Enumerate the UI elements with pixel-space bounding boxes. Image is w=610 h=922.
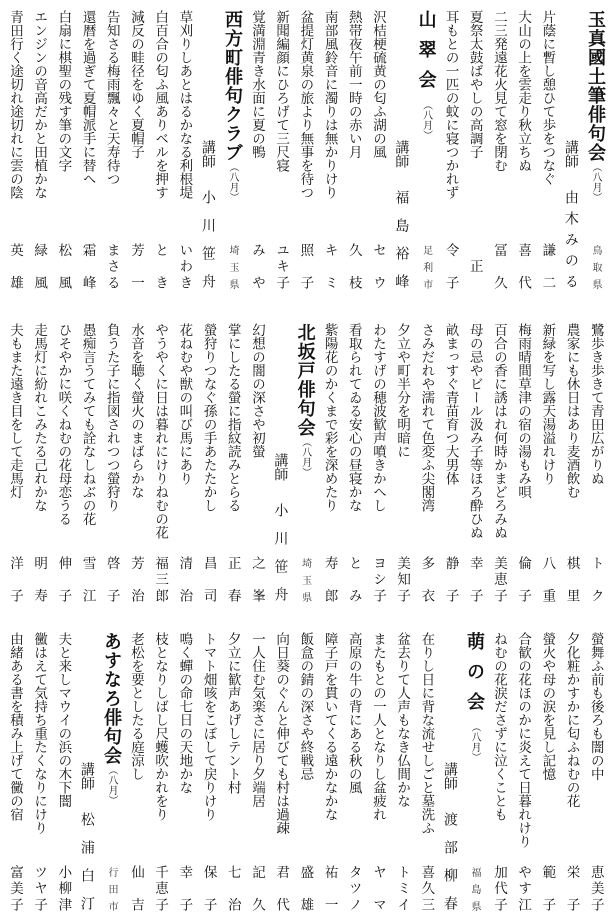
haiku-author: トミイ (394, 865, 411, 911)
group-month: （八月） (106, 765, 117, 805)
haiku-text: ひそやかに咲くねむの花母恋うる (55, 323, 72, 526)
haiku-author: 富美子 (6, 865, 23, 911)
group-title (586, 10, 604, 202)
teacher-name: 松浦白汀 (78, 812, 95, 910)
haiku-author: キミ (321, 243, 338, 289)
haiku-author: 恵美子 (587, 865, 604, 911)
haiku-text: 負うた子に指図されつつ螢狩り (103, 323, 120, 512)
haiku-text: 夕化粧かすかに匂ふねむの花 (563, 632, 580, 808)
haiku-author: 正春 (224, 556, 241, 602)
haiku-text: 夏祭太鼓ばやしの高調子 (466, 10, 483, 159)
haiku-text: 大山の上を雲走り秋立ちぬ (515, 10, 532, 172)
haiku-text: 高原の牛の背にある秋の風 (345, 632, 362, 794)
haiku-entry (583, 622, 607, 922)
haiku-entry (2, 622, 26, 922)
haiku-author: やす江 (515, 865, 532, 911)
group-heading (583, 0, 607, 300)
haiku-entry (365, 313, 389, 613)
teacher-line (196, 0, 220, 300)
group-heading (220, 0, 244, 300)
haiku-text: 紫陽花のかくまで彩を深めたり (321, 323, 338, 512)
haiku-text: 母の忌やビール汲み子等ほろ酔ひぬ (466, 323, 483, 539)
haiku-text: 幻想の闇の深さや初螢 (248, 323, 265, 458)
haiku-entry (244, 313, 268, 613)
haiku-entry (317, 313, 341, 613)
haiku-author: 松風 (55, 243, 72, 289)
haiku-entry (268, 0, 292, 300)
haiku-text: 草刈りしあとはるかなる利根堤 (176, 10, 193, 199)
haiku-entry (51, 313, 75, 613)
haiku-text: 減反の畦径をゆく夏帽子 (127, 10, 144, 159)
group-month: （八月） (299, 437, 311, 477)
group-name: 山翠会 (415, 10, 437, 100)
haiku-entry (365, 0, 389, 300)
haiku-text: 新緑を写し露天湯溢れけり (539, 323, 556, 485)
haiku-entry (317, 0, 341, 300)
teacher-label: 講師 (78, 762, 95, 790)
haiku-text: 枝となりしばし尺蠖吹かれをり (152, 632, 169, 821)
haiku-entry (389, 622, 413, 922)
haiku-text: またもとの一人となりし盆疲れ (369, 632, 386, 821)
haiku-entry (99, 313, 123, 613)
teacher-name: 小川笹舟 (272, 503, 289, 601)
haiku-entry (51, 622, 75, 922)
haiku-text: 梅雨晴間草津の宿の湯もみ唄 (515, 323, 532, 499)
group-name: 玉真國土筆俳句会 (585, 10, 606, 162)
haiku-author: 栄子 (563, 865, 580, 911)
haiku-text: 一人住む気楽さに居り夕端居 (248, 632, 265, 808)
teacher-name: 渡部柳春 (441, 812, 458, 910)
haiku-author: 君代 (273, 865, 290, 911)
teacher-label: 講師 (441, 762, 458, 790)
group-month: （八月） (590, 162, 601, 202)
haiku-text: 沢桔梗硫黄の匂ふ湖の風 (369, 10, 386, 159)
haiku-text: 螢狩りつなぐ孫の手あたたかし (200, 323, 217, 512)
haiku-entry (2, 0, 26, 300)
haiku-entry (293, 622, 317, 922)
haiku-text: 向日葵のぐんと伸びても村は過疎 (273, 632, 290, 835)
haiku-author: 棋里 (563, 556, 580, 602)
haiku-text: 愚痴言うてみても詮なしねぶの花 (79, 323, 96, 526)
haiku-author: 令子 (442, 243, 459, 289)
group-region: 行田市 (106, 867, 117, 911)
teacher-name: 由木みのる (562, 190, 579, 288)
haiku-entry (535, 622, 559, 922)
haiku-text: 障子戸を貫いてくる遠かなかな (321, 632, 338, 821)
haiku-text: 鷺歩き歩きて青田広がりぬ (587, 323, 604, 485)
haiku-entry (147, 622, 171, 922)
haiku-author: 洋子 (6, 556, 23, 602)
haiku-entry (123, 622, 147, 922)
group-name: 萌の会 (464, 632, 485, 722)
haiku-author: 保子 (200, 865, 217, 911)
group-region: 福島県 (469, 867, 480, 911)
haiku-entry (341, 313, 365, 613)
haiku-author: 盛雄 (297, 865, 314, 911)
haiku-author: 幸子 (466, 556, 483, 602)
group-title (296, 323, 314, 477)
haiku-text: 覚満淵青き水面に夏の鴨 (248, 10, 265, 159)
haiku-author: 芳一 (127, 243, 144, 289)
group-title (465, 632, 483, 762)
haiku-entry (414, 313, 438, 613)
group-heading (414, 0, 438, 300)
haiku-author: 美恵子 (490, 556, 507, 602)
haiku-author: とき (152, 243, 169, 289)
haiku-author: 幸子 (176, 865, 193, 911)
haiku-author: まさる (103, 243, 120, 289)
haiku-entry (559, 313, 583, 613)
haiku-text: さみだれや濡れて色変ふ尖閣湾 (418, 323, 435, 512)
haiku-text: 白百合の匂ふ風ありベルを押す (152, 10, 169, 199)
haiku-entry (414, 622, 438, 922)
haiku-text: 夕立に歓声あげしテント村 (224, 632, 241, 794)
haiku-entry (535, 0, 559, 300)
haiku-entry (51, 0, 75, 300)
haiku-text: 熱帯夜午前一時の赤い月 (345, 10, 362, 159)
haiku-text: 鳴く蟬の命七日の天地かな (176, 632, 193, 794)
haiku-author: 啓子 (103, 556, 120, 602)
teacher-line (268, 313, 292, 613)
haiku-text: 還暦を過ぎて夏帽派手に替へ (79, 10, 96, 186)
haiku-author: ヤマ (369, 865, 386, 911)
tier-section (0, 0, 610, 300)
haiku-author: 謙二 (539, 243, 556, 289)
haiku-text: 夫もまた遠き目をして走馬灯 (6, 323, 23, 499)
haiku-author: タツノ (345, 865, 362, 911)
group-region: 埼玉県 (299, 558, 311, 602)
haiku-text: 水音を聴く螢火のまばらかな (127, 323, 144, 499)
haiku-text: 夕立や町半分を明暗に (394, 323, 411, 458)
haiku-author: 仙吉 (127, 865, 144, 911)
teacher-name: 福島裕峰 (393, 190, 410, 288)
haiku-entry (317, 622, 341, 922)
haiku-entry (438, 0, 462, 300)
haiku-entry (244, 0, 268, 300)
haiku-author: 英雄 (6, 243, 23, 289)
group-title (102, 632, 120, 805)
haiku-text: 螢舞ふ前も後ろも闇の中 (587, 632, 604, 781)
haiku-entry (26, 313, 50, 613)
haiku-text: 畝まっすぐ青苗育つ大男体 (442, 323, 459, 485)
haiku-entry (196, 313, 220, 613)
haiku-entry (293, 0, 317, 300)
group-title (417, 10, 435, 140)
haiku-entry (486, 313, 510, 613)
haiku-text: 南部風鈴音に濁りは無かりけり (321, 10, 338, 199)
teacher-line (75, 622, 99, 922)
haiku-text: 掌にしたる螢に指紋読みとらる (224, 323, 241, 512)
haiku-author: 正 (466, 259, 483, 273)
haiku-author: 福三郎 (152, 556, 169, 602)
haiku-author: 祐一 (321, 865, 338, 911)
haiku-author: 加代子 (490, 865, 507, 911)
group-month: （八月） (420, 100, 432, 140)
haiku-entry (462, 0, 486, 300)
haiku-author: 小柳津 (55, 865, 72, 911)
haiku-text: 走馬灯に紛れこみたる己れかな (31, 323, 48, 512)
haiku-author: 千恵子 (152, 865, 169, 911)
haiku-entry (341, 0, 365, 300)
haiku-text: 片蔭に暫し憩ひて歩をつなぐ (539, 10, 556, 186)
teacher-label: 講師 (393, 140, 410, 168)
haiku-text: 在りし日に背な流せしごと墓洗ふ (418, 632, 435, 835)
haiku-text: 花ねむや獣の叫び馬にあり (176, 323, 193, 485)
group-region: 足利市 (420, 245, 432, 289)
haiku-text: 黴はえて気持ち重たくなりにけり (31, 632, 48, 835)
haiku-author: 久枝 (345, 243, 362, 289)
haiku-entry (438, 313, 462, 613)
haiku-author: 冨久 (490, 243, 507, 289)
haiku-author: 七治 (224, 865, 241, 911)
haiku-author: みや (248, 243, 265, 289)
haiku-author: 照子 (297, 243, 314, 289)
teacher-line (389, 0, 413, 300)
teacher-line (438, 622, 462, 922)
haiku-entry (147, 0, 171, 300)
haiku-author: 之峯 (248, 556, 265, 602)
haiku-author: ヨシ子 (369, 556, 386, 602)
teacher-line (559, 0, 583, 300)
haiku-entry (123, 313, 147, 613)
teacher-label: 講師 (272, 453, 289, 481)
haiku-text: 告知さる梅雨飄々と天寿待つ (103, 10, 120, 186)
haiku-author: 芳治 (127, 556, 144, 602)
haiku-text: 螢火や母の涙を見し記憶 (539, 632, 556, 781)
haiku-entry (510, 313, 534, 613)
haiku-entry (486, 622, 510, 922)
haiku-entry (365, 622, 389, 922)
haiku-author: 霜峰 (79, 243, 96, 289)
haiku-entry (510, 0, 534, 300)
teacher-name: 小川笹舟 (199, 190, 216, 288)
haiku-author: 多衣 (418, 556, 435, 602)
haiku-entry (172, 313, 196, 613)
group-name: 西方町俳句クラブ (222, 10, 243, 162)
haiku-text: 盆去りて人声もなき仏間かな (394, 632, 411, 808)
haiku-entry (99, 0, 123, 300)
haiku-entry (26, 0, 50, 300)
haiku-text: 盆提灯黄泉の旅より無事を待つ (297, 10, 314, 199)
haiku-entry (75, 0, 99, 300)
haiku-author: セウ (369, 243, 386, 289)
haiku-entry (147, 313, 171, 613)
haiku-text: 老松を要としたる庭涼し (127, 632, 144, 781)
haiku-entry (2, 313, 26, 613)
haiku-text: 新聞編顔にひろげて三尺寝 (273, 10, 290, 172)
haiku-author: トク (587, 556, 604, 602)
tier-section (0, 313, 610, 613)
haiku-author: 八重 (539, 556, 556, 602)
group-heading (99, 622, 123, 922)
haiku-author: 昌司 (200, 556, 217, 602)
haiku-entry (559, 622, 583, 922)
tier-section (0, 622, 610, 922)
group-region: 埼玉県 (227, 245, 238, 289)
haiku-text: 二三発遠花火見て窓を閉む (490, 10, 507, 172)
haiku-text: やうやくに日は暮れにけりねむの花 (152, 323, 169, 539)
haiku-entry (244, 622, 268, 922)
haiku-author: とみ (345, 556, 362, 602)
haiku-text: 白扇に棋聖の残す筆の文字 (55, 10, 72, 172)
haiku-entry (75, 313, 99, 613)
group-heading (462, 622, 486, 922)
haiku-author: 喜久三 (418, 865, 435, 911)
haiku-entry (196, 622, 220, 922)
haiku-entry (268, 622, 292, 922)
haiku-entry (389, 313, 413, 613)
group-name: 北坂戸俳句会 (294, 323, 316, 437)
haiku-text: 合歓の花ほのかに炎えて日暮れけり (515, 632, 532, 848)
group-region: 鳥取県 (590, 245, 601, 289)
group-month: （八月） (227, 162, 238, 202)
haiku-author: いわき (176, 243, 193, 289)
haiku-author: 伸子 (55, 556, 72, 602)
haiku-text: 夫と来しマウイの浜の木下闇 (55, 632, 72, 808)
group-title (223, 10, 241, 202)
haiku-entry (220, 313, 244, 613)
haiku-entry (341, 622, 365, 922)
haiku-text: ねむの花涙ださずに泣くことも (490, 632, 507, 821)
haiku-entry (486, 0, 510, 300)
haiku-author: 記久 (248, 865, 265, 911)
haiku-entry (26, 622, 50, 922)
haiku-entry (462, 313, 486, 613)
haiku-text: 飯盒の錆の深さや終戦忌 (297, 632, 314, 781)
haiku-text: 農家にも休日はあり麦酒飲む (563, 323, 580, 499)
haiku-author: 倫子 (515, 556, 532, 602)
haiku-entry (220, 622, 244, 922)
haiku-entry (123, 0, 147, 300)
haiku-text: 百合の香に誘はれ何時かまどろみぬ (490, 323, 507, 539)
haiku-entry (583, 313, 607, 613)
haiku-entry (172, 0, 196, 300)
haiku-author: 雪江 (79, 556, 96, 602)
haiku-entry (510, 622, 534, 922)
group-month: （八月） (469, 722, 480, 762)
group-name: あすなろ俳句会 (101, 632, 122, 765)
haiku-author: ツヤ子 (31, 865, 48, 911)
haiku-author: 寿郎 (321, 556, 338, 602)
haiku-entry (172, 622, 196, 922)
haiku-text: エンジンの音高だかと田植かな (31, 10, 48, 199)
haiku-text: 青田行く途切れ途切れに雲の陰 (6, 10, 23, 199)
haiku-text: トマト畑咳をこぼして戻りけり (200, 632, 217, 821)
haiku-author: 喜代 (515, 243, 532, 289)
teacher-label: 講師 (562, 140, 579, 168)
group-heading (293, 313, 317, 613)
teacher-label: 講師 (199, 140, 216, 168)
haiku-author: 清治 (176, 556, 193, 602)
haiku-text: 由緒ある書を積み上げて黴の宿 (6, 632, 23, 821)
haiku-author: 緑風 (31, 243, 48, 289)
haiku-author: 美知子 (394, 556, 411, 602)
haiku-author: 範子 (539, 865, 556, 911)
haiku-author: 明寿 (31, 556, 48, 602)
haiku-text: 耳もとの一匹の蚊に寝つかれず (442, 10, 459, 199)
haiku-author: ユキ子 (273, 243, 290, 289)
haiku-text: 看取られてゐる安心の昼寝かな (345, 323, 362, 512)
haiku-author: 静子 (442, 556, 459, 602)
haiku-text: わたすげの穂波歓声噴きかへし (369, 323, 386, 512)
haiku-entry (535, 313, 559, 613)
